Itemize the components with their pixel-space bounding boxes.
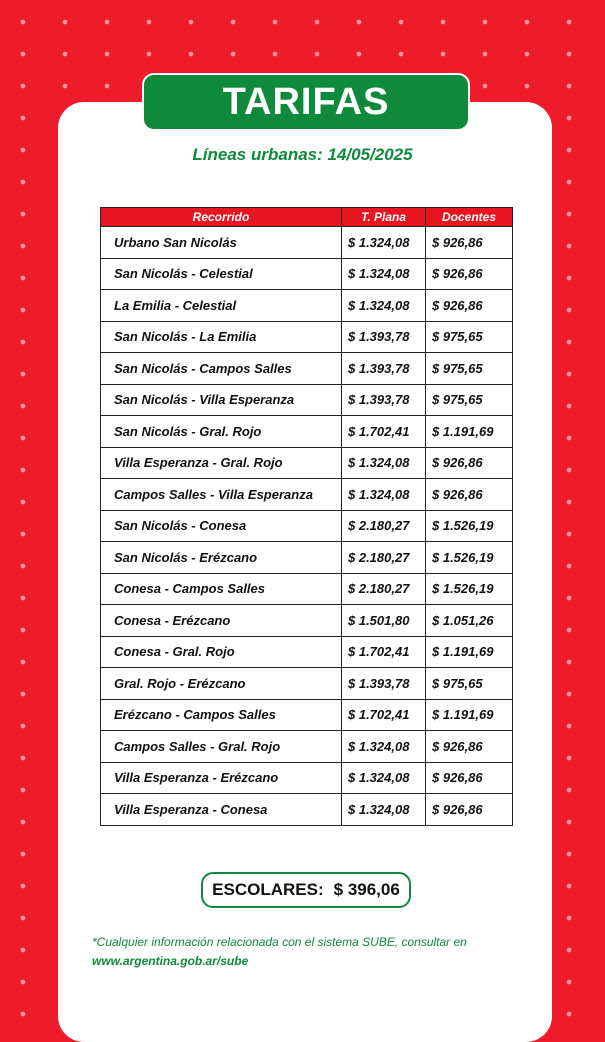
t-plana-cell: $ 1.324,08 (342, 731, 426, 763)
route-cell: Conesa - Erézcano (101, 605, 342, 637)
table-row (101, 321, 513, 353)
table-row (101, 227, 513, 259)
footer-note (92, 933, 532, 971)
fares-table (100, 207, 513, 826)
table-row (101, 573, 513, 605)
escolares-amount: $ 396,06 (333, 880, 400, 899)
column-header-recorrido: Recorrido (101, 208, 342, 227)
table-row (101, 699, 513, 731)
route-cell: Erézcano - Campos Salles (101, 699, 342, 731)
route-cell: Gral. Rojo - Erézcano (101, 668, 342, 700)
docentes-cell: $ 1.191,69 (426, 416, 513, 448)
docentes-cell: $ 926,86 (426, 731, 513, 763)
column-header-t-plana: T. Plana (342, 208, 426, 227)
route-cell: Villa Esperanza - Erézcano (101, 762, 342, 794)
table-row (101, 731, 513, 763)
docentes-cell: $ 926,86 (426, 762, 513, 794)
table-row (101, 384, 513, 416)
table-row (101, 762, 513, 794)
docentes-cell: $ 926,86 (426, 227, 513, 259)
t-plana-cell: $ 1.324,08 (342, 479, 426, 511)
route-cell: Conesa - Gral. Rojo (101, 636, 342, 668)
escolares-fare-box (201, 872, 411, 908)
docentes-cell: $ 975,65 (426, 321, 513, 353)
title-banner (142, 73, 470, 131)
t-plana-cell: $ 1.324,08 (342, 227, 426, 259)
t-plana-cell: $ 1.393,78 (342, 353, 426, 385)
t-plana-cell: $ 2.180,27 (342, 510, 426, 542)
t-plana-cell: $ 1.702,41 (342, 636, 426, 668)
table-row (101, 636, 513, 668)
page-subtitle: Líneas urbanas: 14/05/2025 (192, 145, 413, 164)
table-row (101, 447, 513, 479)
docentes-cell: $ 1.526,19 (426, 542, 513, 574)
route-cell: Campos Salles - Villa Esperanza (101, 479, 342, 511)
route-cell: San Nicolás - La Emilia (101, 321, 342, 353)
route-cell: La Emilia - Celestial (101, 290, 342, 322)
route-cell: San Nicolás - Villa Esperanza (101, 384, 342, 416)
t-plana-cell: $ 1.393,78 (342, 668, 426, 700)
route-cell: Urbano San Nicolás (101, 227, 342, 259)
docentes-cell: $ 926,86 (426, 447, 513, 479)
docentes-cell: $ 1.191,69 (426, 699, 513, 731)
route-cell: Villa Esperanza - Conesa (101, 794, 342, 826)
docentes-cell: $ 975,65 (426, 384, 513, 416)
table-row (101, 479, 513, 511)
route-cell: San Nicolás - Conesa (101, 510, 342, 542)
sube-link[interactable]: www.argentina.gob.ar/sube (92, 954, 249, 968)
route-cell: San Nicolás - Gral. Rojo (101, 416, 342, 448)
route-cell: San Nicolás - Celestial (101, 258, 342, 290)
docentes-cell: $ 1.526,19 (426, 573, 513, 605)
t-plana-cell: $ 1.324,08 (342, 258, 426, 290)
t-plana-cell: $ 1.501,80 (342, 605, 426, 637)
docentes-cell: $ 926,86 (426, 258, 513, 290)
t-plana-cell: $ 1.393,78 (342, 384, 426, 416)
table-header-row (101, 208, 513, 227)
docentes-cell: $ 926,86 (426, 794, 513, 826)
table-row (101, 510, 513, 542)
t-plana-cell: $ 1.324,08 (342, 794, 426, 826)
table-row (101, 353, 513, 385)
route-cell: Villa Esperanza - Gral. Rojo (101, 447, 342, 479)
table-row (101, 290, 513, 322)
table-row (101, 794, 513, 826)
docentes-cell: $ 975,65 (426, 353, 513, 385)
table-row (101, 258, 513, 290)
t-plana-cell: $ 1.393,78 (342, 321, 426, 353)
docentes-cell: $ 1.526,19 (426, 510, 513, 542)
t-plana-cell: $ 1.324,08 (342, 290, 426, 322)
docentes-cell: $ 1.191,69 (426, 636, 513, 668)
table-row (101, 668, 513, 700)
fares-table-body (101, 227, 513, 826)
table-row (101, 542, 513, 574)
route-cell: Campos Salles - Gral. Rojo (101, 731, 342, 763)
column-header-docentes: Docentes (426, 208, 513, 227)
docentes-cell: $ 926,86 (426, 290, 513, 322)
table-row (101, 605, 513, 637)
t-plana-cell: $ 1.324,08 (342, 447, 426, 479)
route-cell: San Nicolás - Campos Salles (101, 353, 342, 385)
route-cell: San Nicolás - Erézcano (101, 542, 342, 574)
docentes-cell: $ 975,65 (426, 668, 513, 700)
t-plana-cell: $ 1.324,08 (342, 762, 426, 794)
route-cell: Conesa - Campos Salles (101, 573, 342, 605)
t-plana-cell: $ 2.180,27 (342, 542, 426, 574)
t-plana-cell: $ 2.180,27 (342, 573, 426, 605)
t-plana-cell: $ 1.702,41 (342, 416, 426, 448)
t-plana-cell: $ 1.702,41 (342, 699, 426, 731)
table-row (101, 416, 513, 448)
docentes-cell: $ 1.051,26 (426, 605, 513, 637)
footer-note-text: *Cualquier información relacionada con el sistema SUBE, consultar en (92, 935, 467, 949)
page-title: TARIFAS (222, 80, 390, 123)
escolares-label: ESCOLARES: (212, 880, 324, 899)
docentes-cell: $ 926,86 (426, 479, 513, 511)
